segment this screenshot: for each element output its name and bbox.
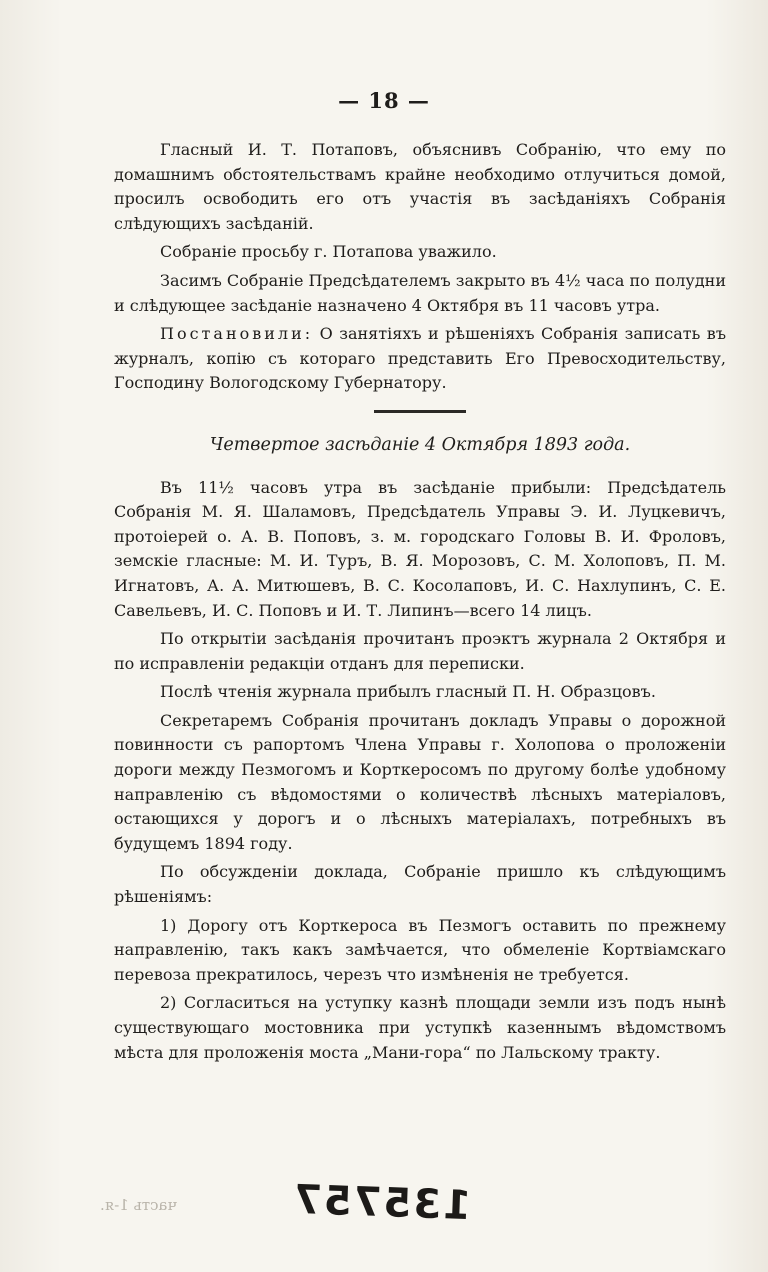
paragraph: 1) Дорогу отъ Корткероса въ Пезмогъ оставить по прежнему направленію, такъ какъ замѣчается, что обмеленіе Кортвіамскаго перевоза прекратилось, черезъ что измѣненія не требуется. — [114, 915, 726, 984]
paragraph: Гласный И. Т. Потаповъ, объяснивъ Собранію, что ему по домашнимъ обстоятельствамъ крайне необходимо отлучиться домой, просилъ освободить его отъ участія въ засѣданіяхъ Собранія слѣдующихъ засѣданій. — [114, 140, 726, 233]
paragraph: Въ 11½ часовъ утра въ засѣданіе прибыли: Предсѣдатель Собранія М. Я. Шаламовъ, Предсѣдатель Управы Э. И. Луцкевичъ, протоіерей о. А. В. Поповъ, з. м. городскаго Головы В. И. Фроловъ, земскіе гласные: М. И. Туръ, В. Я. Морозовъ, С. М. Холоповъ, П. М. Игнатовъ, А. А. Митюшевъ, В. С. Косолаповъ, И. С. Нахлупинъ, С. Е. Савельевъ, И. С. Поповъ и И. Т. Липинъ—всего 14 лицъ. — [114, 477, 726, 620]
paragraph: По открытіи засѣданія прочитанъ проэктъ журнала 2 Октября и по исправленіи редакціи отданъ для переписки. — [114, 629, 726, 673]
paragraph: Собраніе просьбу г. Потапова уважило. — [160, 242, 497, 262]
page-number: — 18 — — [338, 88, 430, 113]
body-text — [114, 138, 726, 1065]
resolution-paragraph — [114, 322, 726, 396]
paragraph: Послѣ чтенія журнала прибылъ гласный П. Н. Образцовъ. — [160, 682, 656, 702]
paragraph: 2) Согласиться на уступку казнѣ площади земли изъ подъ нынѣ существующаго мостовника при уступкѣ казеннымъ вѣдомствомъ мѣста для проложенія моста „Мани-гора“ по Лальскому тракту. — [114, 993, 726, 1062]
section-heading: Четвертое засѣданіе 4 Октября 1893 года. — [209, 434, 631, 455]
section-divider — [374, 410, 466, 413]
bleed-through-text: часть 1-я. — [100, 1196, 178, 1214]
paragraph: По обсужденіи доклада, Собраніе пришло къ слѣдующимъ рѣшеніямъ: — [114, 862, 726, 907]
paragraph: Засимъ Собраніе Предсѣдателемъ закрыто въ 4½ часа по полудни и слѣдующее засѣданіе назначено 4 Октября въ 11 часовъ утра. — [114, 270, 726, 315]
resolution-text: О занятіяхъ и рѣшеніяхъ Собранія записать въ журналъ, копію съ котораго представить Его Превосходительству, Господину Вологодскому Губернатору. — [114, 324, 726, 393]
paragraph: Секретаремъ Собранія прочитанъ докладъ Управы о дорожной повинности съ рапортомъ Члена Управы г. Холопова о проложеніи дороги между Пезмогомъ и Корткеросомъ по другому болѣе удобному направленію съ вѣдомостями о количествѣ лѣсныхъ матеріаловъ, остающихся у дорогъ и о лѣсныхъ матеріалахъ, потребныхъ въ будущемъ 1894 году. — [114, 710, 726, 853]
inventory-stamp: 135757 — [291, 1176, 472, 1230]
resolution-label: Постановили: — [160, 324, 314, 344]
